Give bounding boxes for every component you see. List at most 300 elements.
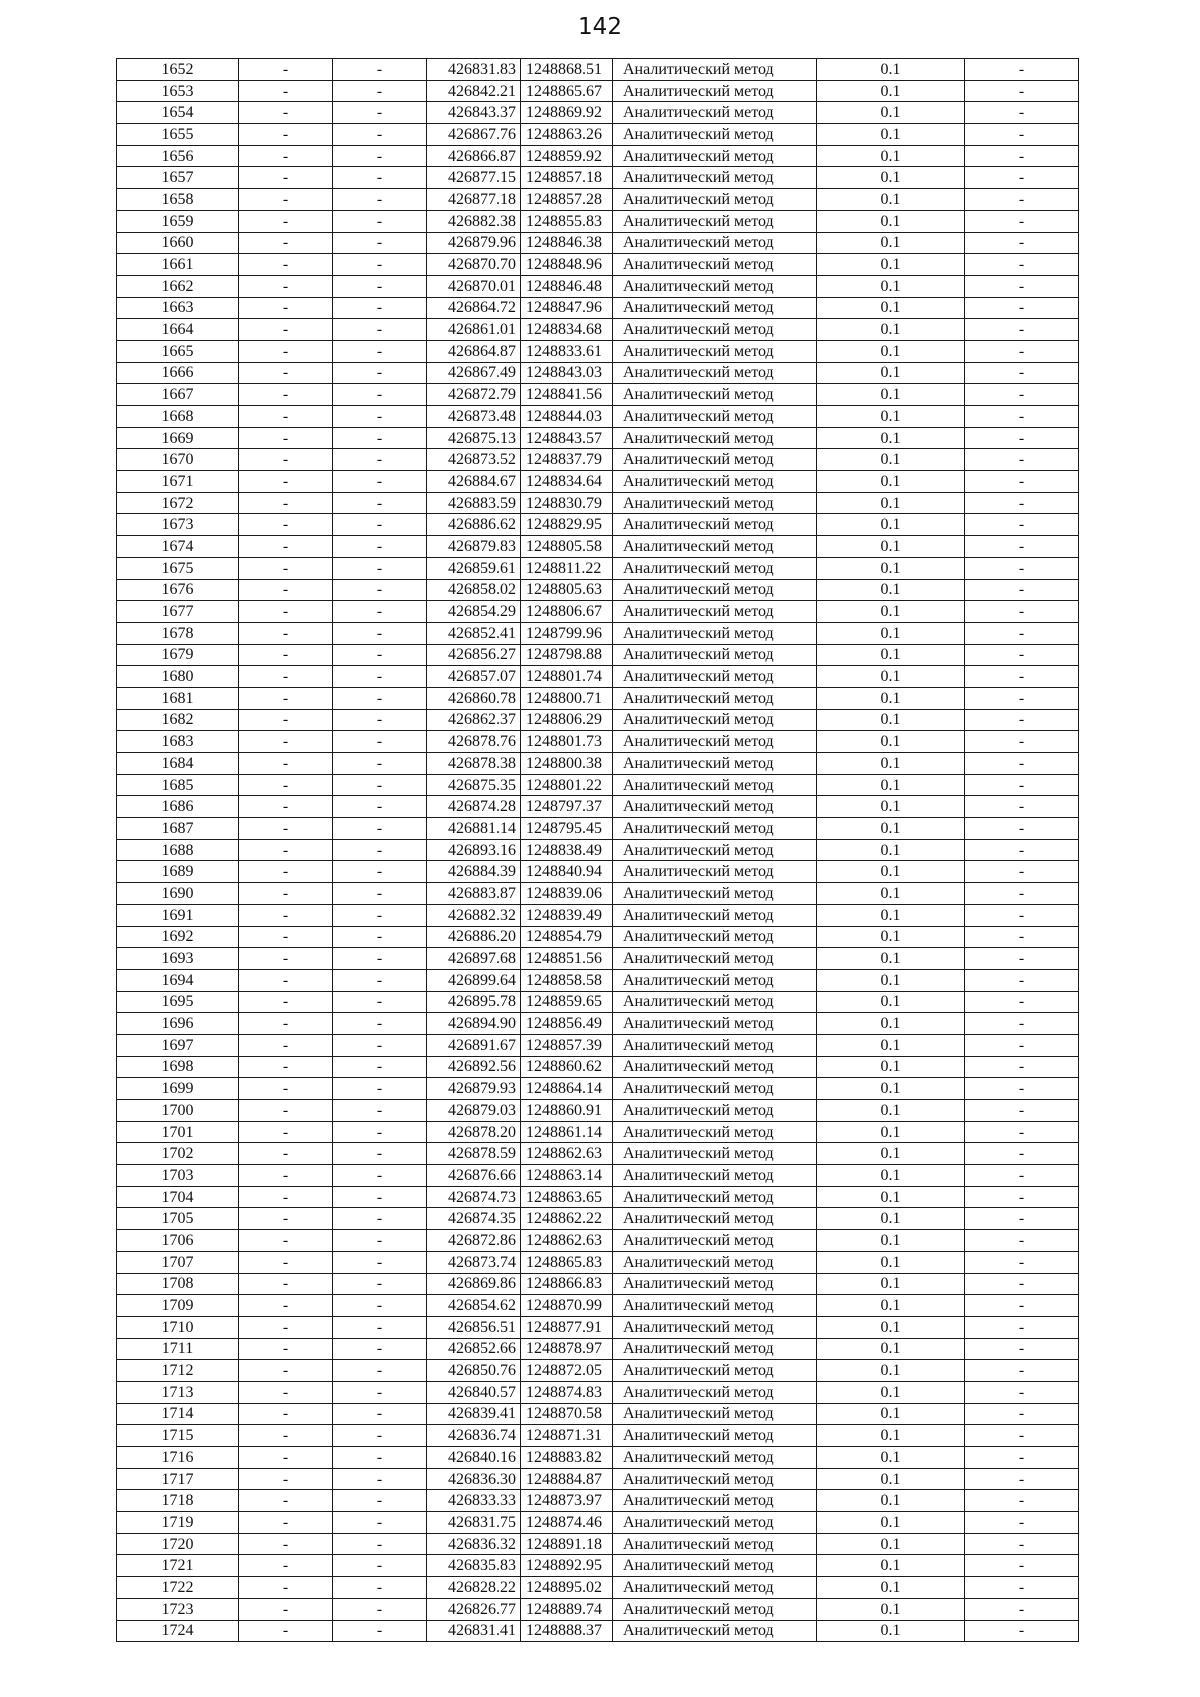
point-number-cell: 1683 [117,731,239,753]
y-coordinate-cell: 1248801.74 [521,666,613,688]
table-row [117,601,1079,623]
accuracy-cell: 0.1 [817,601,965,623]
description-cell: - [965,1403,1079,1425]
x-coordinate-cell: 426836.32 [427,1533,521,1555]
y-coordinate-cell: 1248858.58 [521,969,613,991]
table-row [117,666,1079,688]
method-cell: Аналитический метод [613,232,817,254]
accuracy-cell: 0.1 [817,861,965,883]
old-x-cell: - [239,427,333,449]
point-number-cell: 1692 [117,926,239,948]
old-x-cell: - [239,1165,333,1187]
point-number-cell: 1658 [117,189,239,211]
table-row [117,145,1079,167]
x-coordinate-cell: 426828.22 [427,1577,521,1599]
description-cell: - [965,1620,1079,1642]
y-coordinate-cell: 1248799.96 [521,622,613,644]
old-x-cell: - [239,232,333,254]
accuracy-cell: 0.1 [817,145,965,167]
point-number-cell: 1664 [117,319,239,341]
old-y-cell: - [333,839,427,861]
old-x-cell: - [239,275,333,297]
description-cell: - [965,427,1079,449]
old-y-cell: - [333,1100,427,1122]
point-number-cell: 1702 [117,1143,239,1165]
x-coordinate-cell: 426879.03 [427,1100,521,1122]
old-y-cell: - [333,731,427,753]
x-coordinate-cell: 426842.21 [427,80,521,102]
old-x-cell: - [239,1577,333,1599]
y-coordinate-cell: 1248834.68 [521,319,613,341]
y-coordinate-cell: 1248878.97 [521,1338,613,1360]
point-number-cell: 1665 [117,340,239,362]
point-number-cell: 1712 [117,1360,239,1382]
old-x-cell: - [239,145,333,167]
x-coordinate-cell: 426854.62 [427,1295,521,1317]
accuracy-cell: 0.1 [817,340,965,362]
accuracy-cell: 0.1 [817,948,965,970]
accuracy-cell: 0.1 [817,1251,965,1273]
point-number-cell: 1672 [117,492,239,514]
table-row [117,991,1079,1013]
old-y-cell: - [333,1598,427,1620]
accuracy-cell: 0.1 [817,557,965,579]
old-x-cell: - [239,861,333,883]
old-x-cell: - [239,839,333,861]
x-coordinate-cell: 426864.72 [427,297,521,319]
y-coordinate-cell: 1248870.99 [521,1295,613,1317]
table-row [117,1468,1079,1490]
table-row [117,644,1079,666]
method-cell: Аналитический метод [613,492,817,514]
x-coordinate-cell: 426858.02 [427,579,521,601]
point-number-cell: 1704 [117,1186,239,1208]
old-y-cell: - [333,189,427,211]
x-coordinate-cell: 426882.38 [427,210,521,232]
old-y-cell: - [333,80,427,102]
description-cell: - [965,818,1079,840]
x-coordinate-cell: 426878.59 [427,1143,521,1165]
accuracy-cell: 0.1 [817,362,965,384]
table-row [117,883,1079,905]
table-row [117,1381,1079,1403]
old-x-cell: - [239,210,333,232]
accuracy-cell: 0.1 [817,1598,965,1620]
old-y-cell: - [333,1295,427,1317]
old-y-cell: - [333,644,427,666]
table-row [117,536,1079,558]
old-y-cell: - [333,471,427,493]
x-coordinate-cell: 426872.79 [427,384,521,406]
point-number-cell: 1667 [117,384,239,406]
table-row [117,839,1079,861]
table-row [117,319,1079,341]
point-number-cell: 1713 [117,1381,239,1403]
description-cell: - [965,948,1079,970]
accuracy-cell: 0.1 [817,687,965,709]
table-row [117,622,1079,644]
x-coordinate-cell: 426862.37 [427,709,521,731]
description-cell: - [965,1165,1079,1187]
method-cell: Аналитический метод [613,1121,817,1143]
method-cell: Аналитический метод [613,557,817,579]
old-x-cell: - [239,1273,333,1295]
point-number-cell: 1669 [117,427,239,449]
old-x-cell: - [239,1316,333,1338]
x-coordinate-cell: 426836.74 [427,1425,521,1447]
old-y-cell: - [333,1555,427,1577]
method-cell: Аналитический метод [613,926,817,948]
description-cell: - [965,644,1079,666]
point-number-cell: 1705 [117,1208,239,1230]
old-x-cell: - [239,991,333,1013]
description-cell: - [965,1100,1079,1122]
accuracy-cell: 0.1 [817,1100,965,1122]
accuracy-cell: 0.1 [817,1143,965,1165]
point-number-cell: 1707 [117,1251,239,1273]
method-cell: Аналитический метод [613,1056,817,1078]
x-coordinate-cell: 426878.20 [427,1121,521,1143]
description-cell: - [965,622,1079,644]
x-coordinate-cell: 426874.35 [427,1208,521,1230]
table-row [117,731,1079,753]
accuracy-cell: 0.1 [817,1490,965,1512]
old-x-cell: - [239,297,333,319]
old-y-cell: - [333,1165,427,1187]
table-row [117,167,1079,189]
accuracy-cell: 0.1 [817,189,965,211]
description-cell: - [965,189,1079,211]
description-cell: - [965,774,1079,796]
accuracy-cell: 0.1 [817,1295,965,1317]
point-number-cell: 1670 [117,449,239,471]
point-number-cell: 1701 [117,1121,239,1143]
old-y-cell: - [333,1121,427,1143]
point-number-cell: 1723 [117,1598,239,1620]
y-coordinate-cell: 1248806.67 [521,601,613,623]
table-row [117,969,1079,991]
point-number-cell: 1724 [117,1620,239,1642]
description-cell: - [965,471,1079,493]
y-coordinate-cell: 1248863.14 [521,1165,613,1187]
description-cell: - [965,579,1079,601]
point-number-cell: 1668 [117,406,239,428]
accuracy-cell: 0.1 [817,254,965,276]
old-x-cell: - [239,514,333,536]
table-row [117,189,1079,211]
description-cell: - [965,839,1079,861]
old-x-cell: - [239,449,333,471]
y-coordinate-cell: 1248868.51 [521,59,613,81]
old-x-cell: - [239,1468,333,1490]
x-coordinate-cell: 426873.52 [427,449,521,471]
old-x-cell: - [239,579,333,601]
table-row [117,557,1079,579]
accuracy-cell: 0.1 [817,926,965,948]
old-y-cell: - [333,232,427,254]
description-cell: - [965,861,1079,883]
old-y-cell: - [333,883,427,905]
old-x-cell: - [239,492,333,514]
table-row [117,1295,1079,1317]
method-cell: Аналитический метод [613,991,817,1013]
old-y-cell: - [333,1186,427,1208]
table-row [117,1165,1079,1187]
x-coordinate-cell: 426861.01 [427,319,521,341]
old-x-cell: - [239,926,333,948]
point-number-cell: 1700 [117,1100,239,1122]
old-x-cell: - [239,1230,333,1252]
accuracy-cell: 0.1 [817,1013,965,1035]
old-x-cell: - [239,753,333,775]
table-row [117,1251,1079,1273]
accuracy-cell: 0.1 [817,1381,965,1403]
point-number-cell: 1687 [117,818,239,840]
method-cell: Аналитический метод [613,753,817,775]
point-number-cell: 1693 [117,948,239,970]
y-coordinate-cell: 1248884.87 [521,1468,613,1490]
old-x-cell: - [239,167,333,189]
method-cell: Аналитический метод [613,1316,817,1338]
old-x-cell: - [239,1013,333,1035]
description-cell: - [965,709,1079,731]
method-cell: Аналитический метод [613,210,817,232]
method-cell: Аналитический метод [613,1143,817,1165]
table-row [117,948,1079,970]
method-cell: Аналитический метод [613,1425,817,1447]
old-x-cell: - [239,1490,333,1512]
table-row [117,926,1079,948]
point-number-cell: 1677 [117,601,239,623]
y-coordinate-cell: 1248841.56 [521,384,613,406]
x-coordinate-cell: 426875.35 [427,774,521,796]
method-cell: Аналитический метод [613,1555,817,1577]
y-coordinate-cell: 1248843.57 [521,427,613,449]
old-x-cell: - [239,622,333,644]
y-coordinate-cell: 1248811.22 [521,557,613,579]
accuracy-cell: 0.1 [817,579,965,601]
accuracy-cell: 0.1 [817,1273,965,1295]
y-coordinate-cell: 1248797.37 [521,796,613,818]
old-x-cell: - [239,102,333,124]
x-coordinate-cell: 426892.56 [427,1056,521,1078]
point-number-cell: 1675 [117,557,239,579]
old-y-cell: - [333,1013,427,1035]
old-y-cell: - [333,861,427,883]
old-y-cell: - [333,362,427,384]
accuracy-cell: 0.1 [817,1403,965,1425]
point-number-cell: 1703 [117,1165,239,1187]
table-row [117,1273,1079,1295]
description-cell: - [965,514,1079,536]
y-coordinate-cell: 1248889.74 [521,1598,613,1620]
table-row [117,340,1079,362]
y-coordinate-cell: 1248888.37 [521,1620,613,1642]
y-coordinate-cell: 1248795.45 [521,818,613,840]
old-x-cell: - [239,1533,333,1555]
method-cell: Аналитический метод [613,1512,817,1534]
old-x-cell: - [239,1598,333,1620]
y-coordinate-cell: 1248837.79 [521,449,613,471]
old-y-cell: - [333,1620,427,1642]
description-cell: - [965,1447,1079,1469]
x-coordinate-cell: 426856.51 [427,1316,521,1338]
y-coordinate-cell: 1248892.95 [521,1555,613,1577]
method-cell: Аналитический метод [613,839,817,861]
point-number-cell: 1678 [117,622,239,644]
accuracy-cell: 0.1 [817,1577,965,1599]
y-coordinate-cell: 1248872.05 [521,1360,613,1382]
description-cell: - [965,384,1079,406]
old-y-cell: - [333,1230,427,1252]
x-coordinate-cell: 426874.28 [427,796,521,818]
description-cell: - [965,1034,1079,1056]
description-cell: - [965,1273,1079,1295]
y-coordinate-cell: 1248830.79 [521,492,613,514]
old-y-cell: - [333,124,427,146]
method-cell: Аналитический метод [613,709,817,731]
x-coordinate-cell: 426873.48 [427,406,521,428]
accuracy-cell: 0.1 [817,210,965,232]
method-cell: Аналитический метод [613,536,817,558]
y-coordinate-cell: 1248863.26 [521,124,613,146]
point-number-cell: 1720 [117,1533,239,1555]
x-coordinate-cell: 426884.39 [427,861,521,883]
y-coordinate-cell: 1248855.83 [521,210,613,232]
accuracy-cell: 0.1 [817,1512,965,1534]
point-number-cell: 1695 [117,991,239,1013]
point-number-cell: 1711 [117,1338,239,1360]
y-coordinate-cell: 1248864.14 [521,1078,613,1100]
description-cell: - [965,687,1079,709]
method-cell: Аналитический метод [613,80,817,102]
old-x-cell: - [239,319,333,341]
y-coordinate-cell: 1248856.49 [521,1013,613,1035]
accuracy-cell: 0.1 [817,1338,965,1360]
y-coordinate-cell: 1248857.18 [521,167,613,189]
x-coordinate-cell: 426883.59 [427,492,521,514]
old-y-cell: - [333,969,427,991]
method-cell: Аналитический метод [613,883,817,905]
accuracy-cell: 0.1 [817,969,965,991]
y-coordinate-cell: 1248861.14 [521,1121,613,1143]
old-y-cell: - [333,59,427,81]
accuracy-cell: 0.1 [817,492,965,514]
description-cell: - [965,297,1079,319]
method-cell: Аналитический метод [613,579,817,601]
point-number-cell: 1681 [117,687,239,709]
old-y-cell: - [333,297,427,319]
old-y-cell: - [333,406,427,428]
table-row [117,124,1079,146]
description-cell: - [965,1143,1079,1165]
table-row [117,384,1079,406]
old-x-cell: - [239,59,333,81]
accuracy-cell: 0.1 [817,1447,965,1469]
method-cell: Аналитический метод [613,904,817,926]
x-coordinate-cell: 426859.61 [427,557,521,579]
y-coordinate-cell: 1248800.38 [521,753,613,775]
point-number-cell: 1709 [117,1295,239,1317]
method-cell: Аналитический метод [613,189,817,211]
old-y-cell: - [333,167,427,189]
old-y-cell: - [333,1533,427,1555]
description-cell: - [965,124,1079,146]
x-coordinate-cell: 426867.49 [427,362,521,384]
point-number-cell: 1697 [117,1034,239,1056]
method-cell: Аналитический метод [613,1577,817,1599]
old-x-cell: - [239,666,333,688]
x-coordinate-cell: 426879.83 [427,536,521,558]
method-cell: Аналитический метод [613,1338,817,1360]
x-coordinate-cell: 426867.76 [427,124,521,146]
point-number-cell: 1684 [117,753,239,775]
old-y-cell: - [333,145,427,167]
x-coordinate-cell: 426831.41 [427,1620,521,1642]
old-x-cell: - [239,1403,333,1425]
old-y-cell: - [333,1381,427,1403]
method-cell: Аналитический метод [613,622,817,644]
old-x-cell: - [239,80,333,102]
x-coordinate-cell: 426876.66 [427,1165,521,1187]
method-cell: Аналитический метод [613,384,817,406]
table-row [117,1208,1079,1230]
point-number-cell: 1654 [117,102,239,124]
point-number-cell: 1710 [117,1316,239,1338]
y-coordinate-cell: 1248895.02 [521,1577,613,1599]
y-coordinate-cell: 1248838.49 [521,839,613,861]
x-coordinate-cell: 426860.78 [427,687,521,709]
method-cell: Аналитический метод [613,1100,817,1122]
table-row [117,471,1079,493]
description-cell: - [965,1208,1079,1230]
method-cell: Аналитический метод [613,340,817,362]
x-coordinate-cell: 426897.68 [427,948,521,970]
y-coordinate-cell: 1248859.92 [521,145,613,167]
old-y-cell: - [333,1034,427,1056]
table-row [117,1533,1079,1555]
point-number-cell: 1686 [117,796,239,818]
old-y-cell: - [333,340,427,362]
method-cell: Аналитический метод [613,275,817,297]
table-body [117,59,1079,1642]
description-cell: - [965,1555,1079,1577]
method-cell: Аналитический метод [613,1468,817,1490]
y-coordinate-cell: 1248870.58 [521,1403,613,1425]
point-number-cell: 1699 [117,1078,239,1100]
table-row [117,1512,1079,1534]
x-coordinate-cell: 426840.16 [427,1447,521,1469]
accuracy-cell: 0.1 [817,1208,965,1230]
point-number-cell: 1652 [117,59,239,81]
x-coordinate-cell: 426839.41 [427,1403,521,1425]
point-number-cell: 1691 [117,904,239,926]
old-x-cell: - [239,536,333,558]
old-x-cell: - [239,1620,333,1642]
description-cell: - [965,1251,1079,1273]
table-row [117,1403,1079,1425]
accuracy-cell: 0.1 [817,124,965,146]
accuracy-cell: 0.1 [817,839,965,861]
method-cell: Аналитический метод [613,449,817,471]
point-number-cell: 1657 [117,167,239,189]
description-cell: - [965,1056,1079,1078]
point-number-cell: 1673 [117,514,239,536]
old-x-cell: - [239,1251,333,1273]
old-x-cell: - [239,384,333,406]
x-coordinate-cell: 426886.20 [427,926,521,948]
old-y-cell: - [333,1360,427,1382]
